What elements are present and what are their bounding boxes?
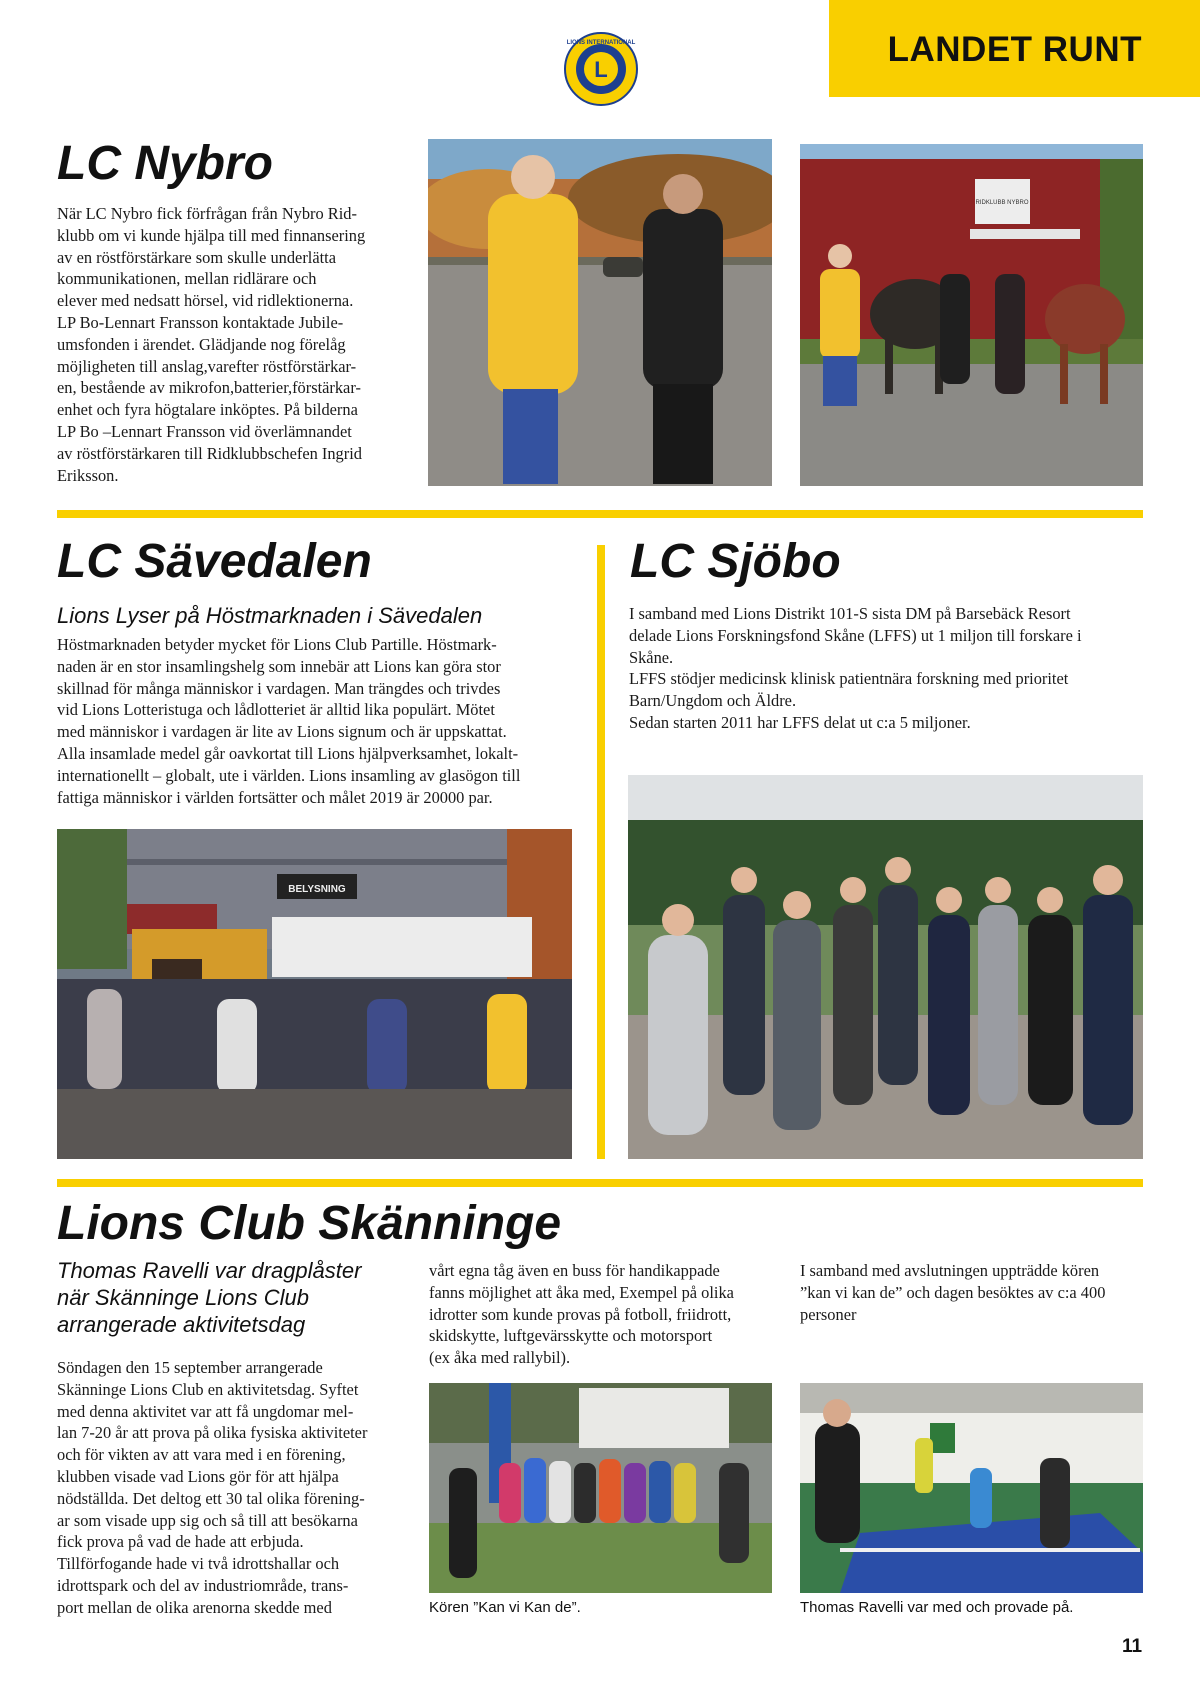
skanninge-photo-pingpong [800,1383,1143,1593]
section-header-band [829,0,1200,97]
column-divider [597,545,605,1159]
skanninge-body-col1: Söndagen den 15 september arrangerade Skänninge Lions Club en aktivitetsdag. Syftet med denna aktivitet var att få ungdomar mel- lan 7-20 år att prova på olika fysiska aktiviteter och för vikten av att vara med i en förening, klubben visade vad Lions gör för att hjälpa nödställda. Det deltog ett 30 tal olika förening- ar som visade upp sig och så till att besökarna fick prova på vad de hade att erbjuda. Tillförfogande hade vi två idrottshallar och idrottspark och del av industriområde, trans- port mellan de olika arenorna skedde med [57,1358,368,1617]
section-divider [57,1179,1143,1187]
nybro-photo-horses [800,144,1143,486]
lions-logo [563,31,639,107]
caption-choir: Kören ”Kan vi Kan de”. [429,1599,581,1616]
shop-sign-text: BELYSNING [288,884,346,895]
skanninge-subtitle: Thomas Ravelli var dragplåster när Skänninge Lions Club arrangerade aktivitetsdag [57,1258,362,1337]
sjobo-photo-group [628,775,1143,1159]
nybro-body: När LC Nybro fick förfrågan från Nybro Rid- klubb om vi kunde hjälpa till med finnansering av en röstförstärkare som skulle underlätta kommunikationen, mellan ridlärare och elever med nedsatt hörsel, vid ridlektionerna. LP Bo-Lennart Fransson kontaktade Jubile- umsfonden i ärendet. Glädjande nog förelåg möjligheten till anslag,varefter röstförstärkar- en, bestående av mikrofon,batterier,förstärkar- enhet och fyra högtalare inköptes. På bilderna LP Bo –Lennart Fransson vid överlämnandet av röstförstärkaren till Ridklubbschefen Ingrid Eriksson. [57,204,366,485]
section-divider [57,510,1143,518]
logo-letter: L [594,57,608,82]
section-label: LANDET RUNT [887,30,1142,69]
caption-ravelli: Thomas Ravelli var med och provade på. [800,1599,1074,1616]
nybro-sign-text: RIDKLUBB NYBRO [975,200,1029,206]
savedalen-title: LC Sävedalen [57,535,372,588]
skanninge-body-col3: I samband med avslutningen uppträdde kören ”kan vi kan de” och dagen besöktes av c:a 400 personer [800,1261,1106,1324]
savedalen-subtitle: Lions Lyser på Höstmarknaden i Sävedalen [57,603,483,628]
nybro-title: LC Nybro [57,137,273,190]
nybro-photo-handover [428,139,772,486]
logo-text: LIONS INTERNATIONAL [566,40,636,46]
sjobo-body: I samband med Lions Distrikt 101-S sista DM på Barsebäck Resort delade Lions Forskningsfond Skåne (LFFS) ut 1 miljon till forskare i Skåne. LFFS stödjer medicinsk klinisk patientnära forskning med prioritet Barn/Ungdom och Äldre. Sedan starten 2011 har LFFS delat ut c:a 5 miljoner. [629,604,1082,732]
savedalen-photo-market [57,829,572,1159]
skanninge-body-col2: vårt egna tåg även en buss för handikappade fanns möjlighet att åka med, Exempel på olika idrotter som kunde provas på fotboll, friidrott, skidskytte, luftgevärsskytte och motorsport (ex åka med rallybil). [429,1261,734,1368]
savedalen-body: Höstmarknaden betyder mycket för Lions Club Partille. Höstmark- naden är en stor insamlingshelg som innebär att Lions kan göra stor skillnad för många människor i vardagen. Man trängdes och trivdes vid Lions Lotteristuga och lådlotteriet är alltid lika populärt. Mötet med människor i vardagen är lite av Lions signum och är uppskattat. Alla insamlade medel går oavkortat till Lions hjälpverksamhet, lokalt- internationellt – globalt, ute i världen. Lions insamling av glasögon till fattiga människor i världen fortsätter och målet 2019 är 20000 par. [57,635,521,807]
skanninge-title: Lions Club Skänninge [57,1197,562,1250]
sjobo-title: LC Sjöbo [630,535,841,588]
page-number: 11 [1122,1636,1143,1657]
skanninge-photo-choir [429,1383,772,1593]
